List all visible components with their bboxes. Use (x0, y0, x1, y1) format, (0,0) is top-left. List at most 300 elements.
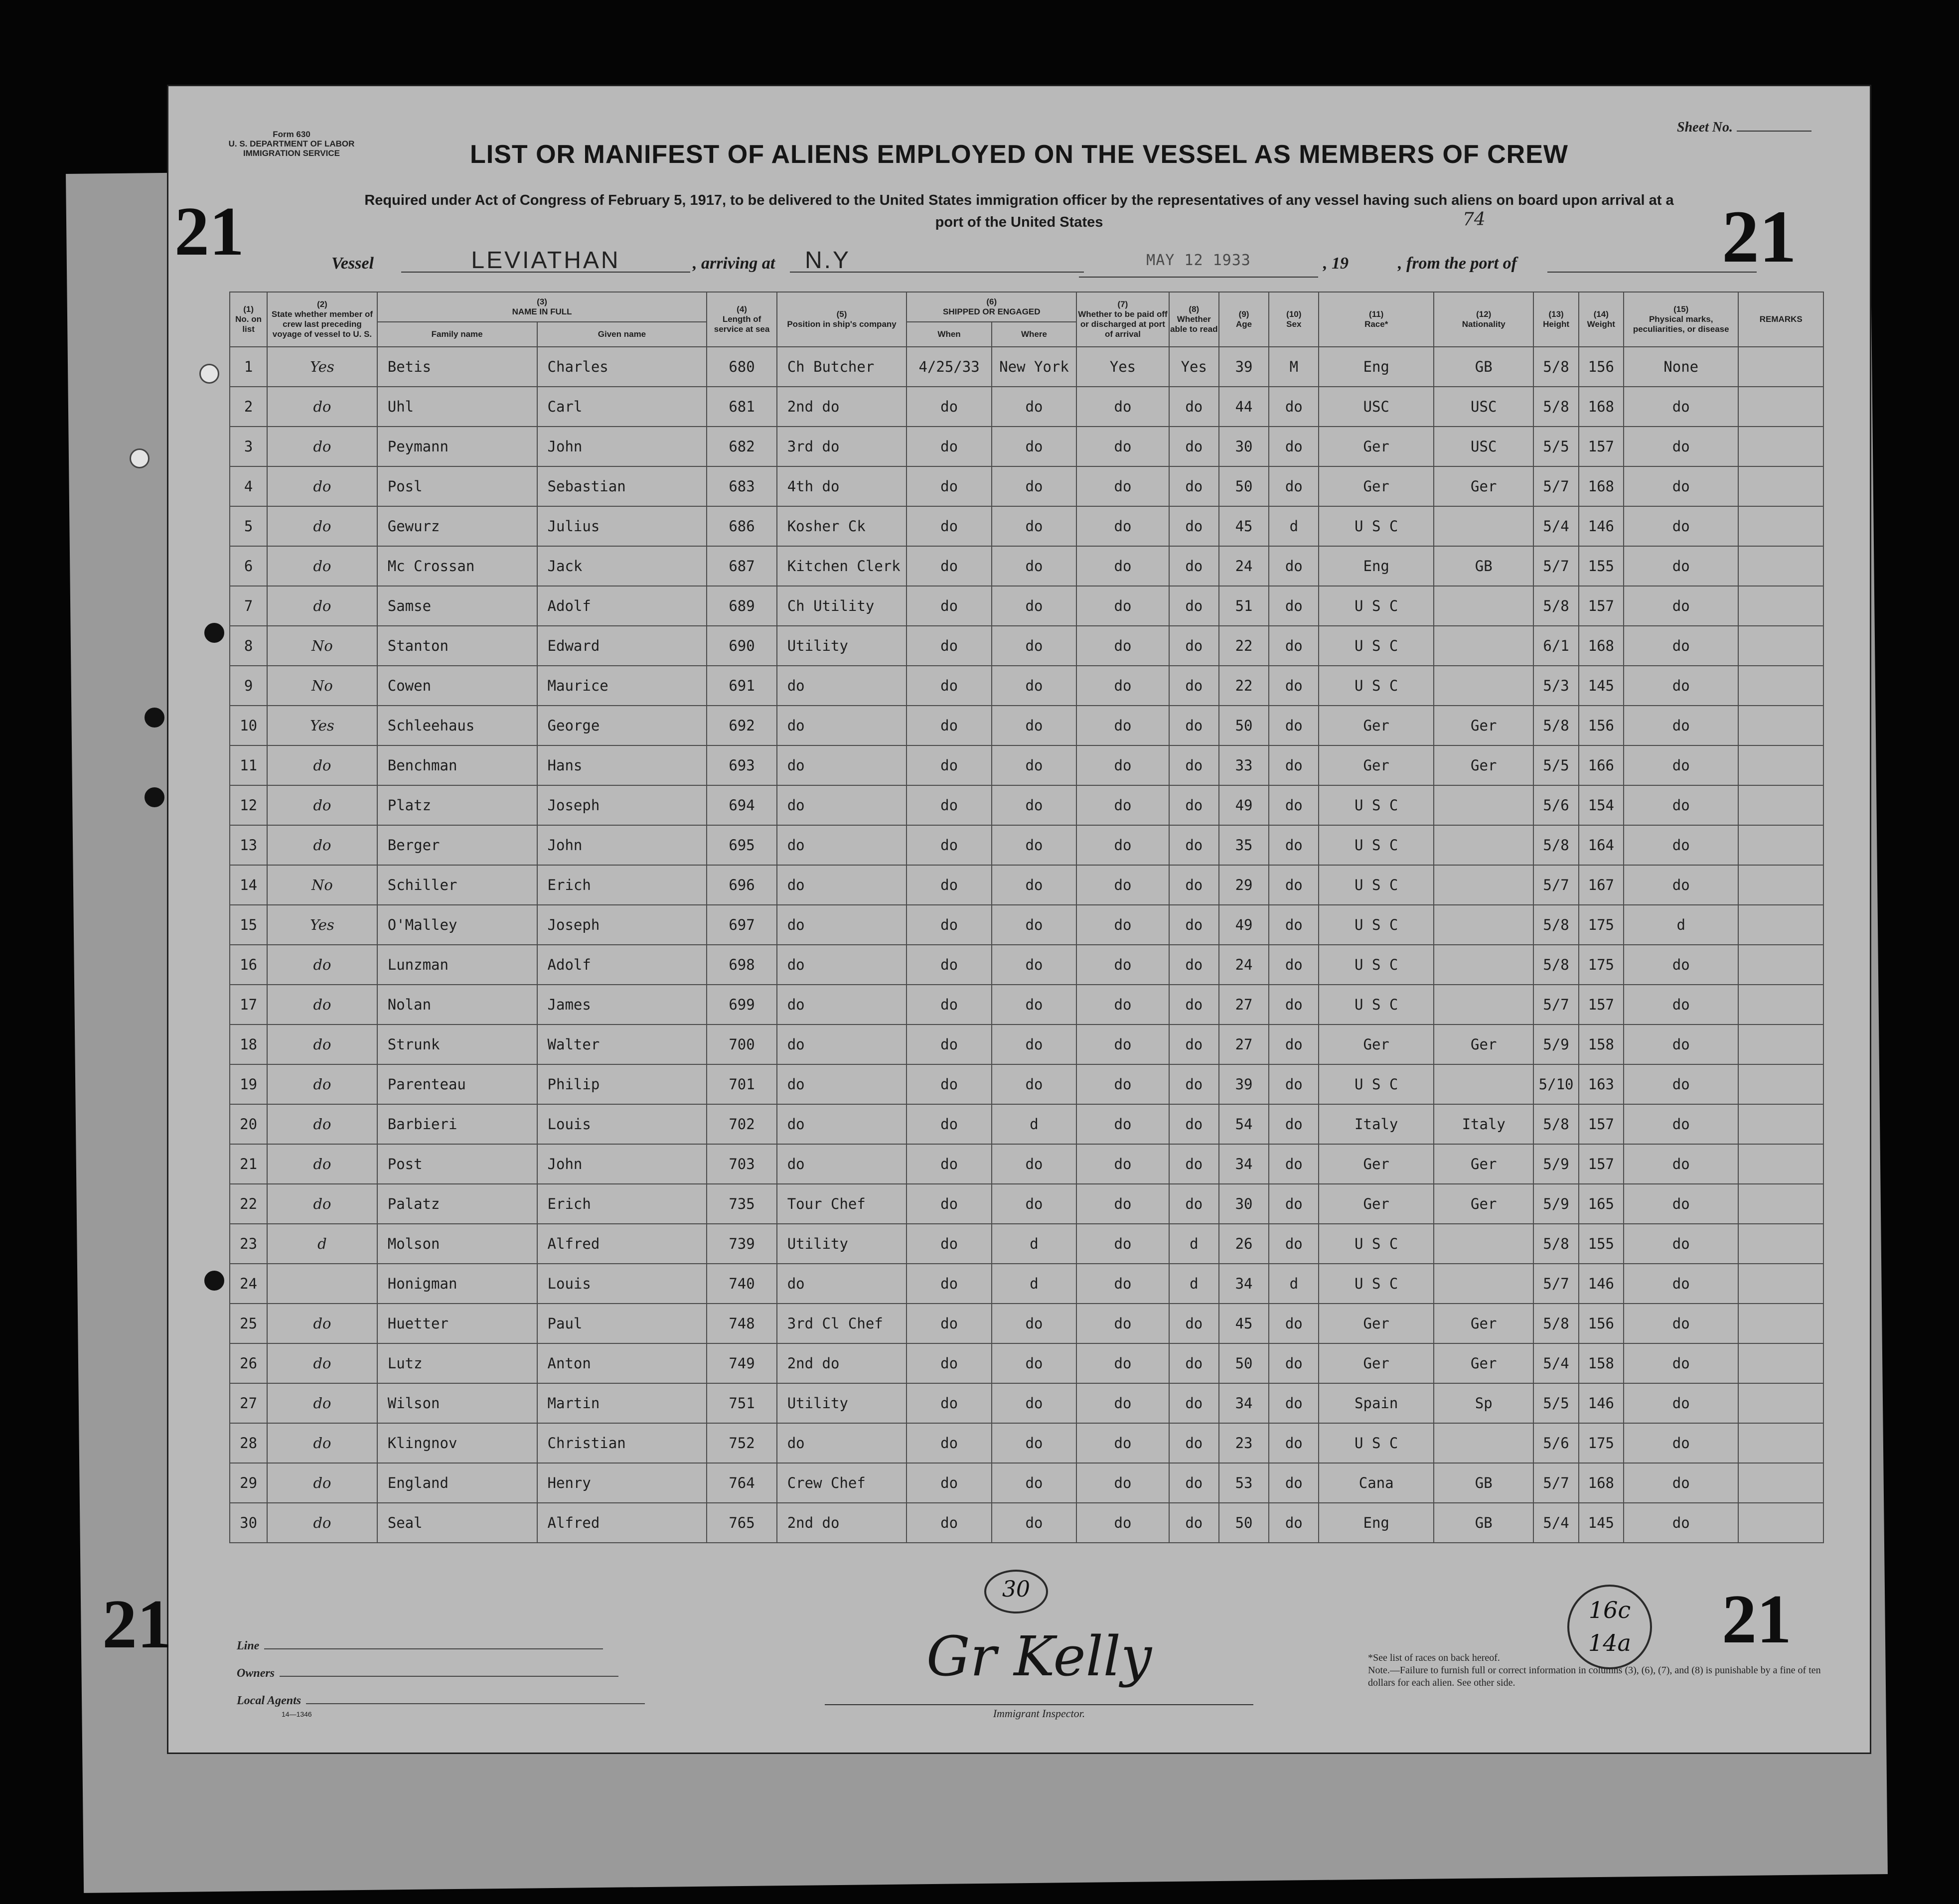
page-title: LIST OR MANIFEST OF ALIENS EMPLOYED ON THE VESSEL AS MEMBERS OF CREW (470, 140, 1568, 169)
paid-off-cell: do (1076, 1304, 1169, 1343)
punch-hole (130, 448, 150, 468)
height-cell: 5/8 (1533, 1304, 1578, 1343)
able-to-read-cell: do (1169, 427, 1219, 466)
weight-cell: 146 (1579, 506, 1624, 546)
given-name-cell: Anton (537, 1343, 707, 1383)
service-length-cell: 694 (707, 785, 776, 825)
sex-cell: do (1269, 1025, 1319, 1064)
year-label: , 19 (1323, 254, 1349, 273)
shipped-when-cell: do (906, 1144, 991, 1184)
remarks-cell (1738, 1264, 1823, 1304)
shipped-when-cell: do (906, 785, 991, 825)
remarks-cell (1738, 1383, 1823, 1423)
family-name-cell: Molson (377, 1224, 537, 1264)
inspector-signature: Gr Kelly (926, 1624, 1152, 1688)
given-name-cell: Joseph (537, 905, 707, 945)
remarks-cell (1738, 825, 1823, 865)
nationality-cell: Ger (1434, 1184, 1534, 1224)
shipped-when-cell: do (906, 427, 991, 466)
physical-marks-cell: None (1624, 347, 1739, 387)
physical-marks-cell: do (1624, 1343, 1739, 1383)
sex-cell: do (1269, 1104, 1319, 1144)
sex-cell: do (1269, 466, 1319, 506)
paid-off-cell: do (1076, 865, 1169, 905)
position-cell: Utility (777, 1383, 907, 1423)
sex-cell: do (1269, 1184, 1319, 1224)
remarks-cell (1738, 666, 1823, 706)
shipped-when-cell: do (906, 745, 991, 785)
sex-cell: do (1269, 1064, 1319, 1104)
family-name-cell: Samse (377, 586, 537, 626)
physical-marks-cell: do (1624, 506, 1739, 546)
row-number-cell: 14 (230, 865, 267, 905)
remarks-cell (1738, 586, 1823, 626)
given-name-cell: Louis (537, 1264, 707, 1304)
shipped-where-cell: do (992, 785, 1076, 825)
age-cell: 45 (1219, 506, 1269, 546)
age-cell: 51 (1219, 586, 1269, 626)
age-cell: 22 (1219, 666, 1269, 706)
age-cell: 27 (1219, 985, 1269, 1025)
vessel-line (167, 244, 1871, 279)
physical-marks-cell: do (1624, 1184, 1739, 1224)
service-length-cell: 687 (707, 546, 776, 586)
given-name-cell: John (537, 427, 707, 466)
row-number-cell: 19 (230, 1064, 267, 1104)
given-name-cell: George (537, 706, 707, 745)
sex-cell: do (1269, 387, 1319, 427)
sex-cell: do (1269, 945, 1319, 985)
shipped-when-cell: do (906, 1423, 991, 1463)
nationality-cell (1434, 506, 1534, 546)
able-to-read-cell: d (1169, 1264, 1219, 1304)
race-cell: Ger (1319, 706, 1434, 745)
sheet-number-blank (1737, 131, 1811, 132)
table-row (230, 985, 1823, 1025)
nationality-cell: GB (1434, 546, 1534, 586)
given-name-cell: Hans (537, 745, 707, 785)
family-name-cell: Gewurz (377, 506, 537, 546)
height-cell: 5/8 (1533, 586, 1578, 626)
nationality-cell (1434, 1224, 1534, 1264)
page-number: 74 (1463, 209, 1486, 230)
given-name-cell: Maurice (537, 666, 707, 706)
shipped-when-cell: do (906, 546, 991, 586)
able-to-read-cell: do (1169, 506, 1219, 546)
col-header-service: (4) Length of service at sea (707, 292, 776, 347)
sex-cell: do (1269, 1304, 1319, 1343)
sex-cell: do (1269, 546, 1319, 586)
physical-marks-cell: do (1624, 466, 1739, 506)
service-length-cell: 740 (707, 1264, 776, 1304)
row-number-cell: 17 (230, 985, 267, 1025)
age-cell: 22 (1219, 626, 1269, 666)
given-name-cell: John (537, 1144, 707, 1184)
service-length-cell: 681 (707, 387, 776, 427)
nationality-cell: USC (1434, 387, 1534, 427)
height-cell: 5/8 (1533, 706, 1578, 745)
age-cell: 24 (1219, 945, 1269, 985)
given-name-cell: Erich (537, 865, 707, 905)
given-name-cell: Julius (537, 506, 707, 546)
prev-voyage-cell: No (267, 865, 377, 905)
race-cell: Spain (1319, 1383, 1434, 1423)
given-name-cell: Alfred (537, 1224, 707, 1264)
table-row (230, 1383, 1823, 1423)
paid-off-cell: do (1076, 466, 1169, 506)
shipped-where-cell: do (992, 466, 1076, 506)
sex-cell: do (1269, 1224, 1319, 1264)
given-name-cell: Edward (537, 626, 707, 666)
able-to-read-cell: do (1169, 466, 1219, 506)
prev-voyage-cell: Yes (267, 347, 377, 387)
physical-marks-cell: do (1624, 865, 1739, 905)
sheet-number-big-bottom-left: 21 (102, 1586, 172, 1663)
family-name-cell: Post (377, 1144, 537, 1184)
able-to-read-cell: do (1169, 1064, 1219, 1104)
shipped-when-cell: do (906, 506, 991, 546)
given-name-cell: Paul (537, 1304, 707, 1343)
remarks-cell (1738, 706, 1823, 745)
shipped-when-cell: do (906, 825, 991, 865)
able-to-read-cell: do (1169, 1184, 1219, 1224)
remarks-cell (1738, 745, 1823, 785)
position-cell: do (777, 1423, 907, 1463)
subtitle (252, 189, 1787, 233)
row-number-cell: 24 (230, 1264, 267, 1304)
prev-voyage-cell: do (267, 1383, 377, 1423)
given-name-cell: Adolf (537, 586, 707, 626)
row-number-cell: 28 (230, 1423, 267, 1463)
height-cell: 5/8 (1533, 945, 1578, 985)
sex-cell: do (1269, 1503, 1319, 1543)
sheet-number-big-right: 21 (1722, 195, 1797, 278)
prev-voyage-cell: do (267, 985, 377, 1025)
shipped-where-cell: d (992, 1104, 1076, 1144)
row-number-cell: 13 (230, 825, 267, 865)
race-cell: Eng (1319, 1503, 1434, 1543)
physical-marks-cell: do (1624, 1264, 1739, 1304)
weight-cell: 158 (1579, 1343, 1624, 1383)
table-row (230, 945, 1823, 985)
sheet-number (1677, 120, 1811, 136)
vessel-name-field: LEVIATHAN (401, 247, 690, 273)
prev-voyage-cell: do (267, 1025, 377, 1064)
age-cell: 27 (1219, 1025, 1269, 1064)
table-row (230, 1064, 1823, 1104)
race-cell: Ger (1319, 1304, 1434, 1343)
family-name-cell: Mc Crossan (377, 546, 537, 586)
sex-cell: do (1269, 586, 1319, 626)
height-cell: 5/5 (1533, 427, 1578, 466)
given-name-cell: Louis (537, 1104, 707, 1144)
sex-cell: do (1269, 427, 1319, 466)
nationality-cell (1434, 945, 1534, 985)
able-to-read-cell: do (1169, 1343, 1219, 1383)
age-cell: 35 (1219, 825, 1269, 865)
physical-marks-cell: do (1624, 1304, 1739, 1343)
shipped-when-cell: do (906, 666, 991, 706)
paid-off-cell: do (1076, 506, 1169, 546)
service-length-cell: 698 (707, 945, 776, 985)
table-row (230, 1184, 1823, 1224)
shipped-where-cell: do (992, 666, 1076, 706)
nationality-cell: GB (1434, 347, 1534, 387)
shipped-where-cell: New York (992, 347, 1076, 387)
row-number-cell: 15 (230, 905, 267, 945)
col-header-remarks: REMARKS (1738, 292, 1823, 347)
able-to-read-cell: do (1169, 825, 1219, 865)
paid-off-cell: do (1076, 1423, 1169, 1463)
paid-off-cell: do (1076, 785, 1169, 825)
row-number-cell: 20 (230, 1104, 267, 1144)
service-length-cell: 693 (707, 745, 776, 785)
row-number-cell: 25 (230, 1304, 267, 1343)
service-length-cell: 735 (707, 1184, 776, 1224)
able-to-read-cell: do (1169, 586, 1219, 626)
remarks-cell (1738, 506, 1823, 546)
age-cell: 29 (1219, 865, 1269, 905)
weight-cell: 156 (1579, 1304, 1624, 1343)
race-cell: U S C (1319, 985, 1434, 1025)
height-cell: 5/8 (1533, 387, 1578, 427)
sheet-number-big-bottom-right: 21 (1722, 1581, 1792, 1658)
row-number-cell: 22 (230, 1184, 267, 1224)
table-row (230, 905, 1823, 945)
service-length-cell: 703 (707, 1144, 776, 1184)
nationality-cell (1434, 825, 1534, 865)
physical-marks-cell: do (1624, 825, 1739, 865)
col-header-sex: (10) Sex (1269, 292, 1319, 347)
sex-cell: do (1269, 985, 1319, 1025)
owners-field: Owners (237, 1667, 618, 1680)
physical-marks-cell: do (1624, 387, 1739, 427)
remarks-cell (1738, 905, 1823, 945)
race-cell: Eng (1319, 347, 1434, 387)
remarks-cell (1738, 945, 1823, 985)
punch-hole (145, 708, 164, 728)
age-cell: 26 (1219, 1224, 1269, 1264)
paid-off-cell: do (1076, 985, 1169, 1025)
family-name-cell: Stanton (377, 626, 537, 666)
family-name-cell: Betis (377, 347, 537, 387)
shipped-where-cell: do (992, 745, 1076, 785)
row-number-cell: 1 (230, 347, 267, 387)
position-cell: Kosher Ck (777, 506, 907, 546)
able-to-read-cell: do (1169, 387, 1219, 427)
weight-cell: 168 (1579, 1463, 1624, 1503)
handwritten-circle-note: 16c 14a (1567, 1585, 1652, 1669)
position-cell: do (777, 1064, 907, 1104)
service-length-cell: 701 (707, 1064, 776, 1104)
paid-off-cell: Yes (1076, 347, 1169, 387)
remarks-cell (1738, 1423, 1823, 1463)
paid-off-cell: do (1076, 1184, 1169, 1224)
col-header-family-name: Family name (377, 322, 537, 347)
row-number-cell: 29 (230, 1463, 267, 1503)
height-cell: 5/7 (1533, 1463, 1578, 1503)
given-name-cell: Henry (537, 1463, 707, 1503)
height-cell: 5/8 (1533, 825, 1578, 865)
position-cell: Tour Chef (777, 1184, 907, 1224)
family-name-cell: Posl (377, 466, 537, 506)
table-row (230, 506, 1823, 546)
row-number-cell: 18 (230, 1025, 267, 1064)
position-cell: do (777, 1144, 907, 1184)
race-cell: U S C (1319, 1264, 1434, 1304)
weight-cell: 155 (1579, 1224, 1624, 1264)
height-cell: 5/5 (1533, 1383, 1578, 1423)
nationality-cell (1434, 905, 1534, 945)
shipped-where-cell: do (992, 865, 1076, 905)
table-row (230, 1025, 1823, 1064)
nationality-cell (1434, 586, 1534, 626)
weight-cell: 154 (1579, 785, 1624, 825)
race-cell: U S C (1319, 905, 1434, 945)
remarks-cell (1738, 466, 1823, 506)
family-name-cell: Palatz (377, 1184, 537, 1224)
weight-cell: 157 (1579, 985, 1624, 1025)
remarks-cell (1738, 785, 1823, 825)
position-cell: 4th do (777, 466, 907, 506)
family-name-cell: Strunk (377, 1025, 537, 1064)
position-cell: do (777, 1264, 907, 1304)
age-cell: 44 (1219, 387, 1269, 427)
weight-cell: 167 (1579, 865, 1624, 905)
position-cell: do (777, 666, 907, 706)
position-cell: Utility (777, 626, 907, 666)
nationality-cell: Italy (1434, 1104, 1534, 1144)
row-number-cell: 23 (230, 1224, 267, 1264)
weight-cell: 163 (1579, 1064, 1624, 1104)
shipped-where-cell: d (992, 1224, 1076, 1264)
col-header-age: (9) Age (1219, 292, 1269, 347)
shipped-where-cell: do (992, 706, 1076, 745)
table-row (230, 785, 1823, 825)
age-cell: 50 (1219, 706, 1269, 745)
height-cell: 5/7 (1533, 466, 1578, 506)
paid-off-cell: do (1076, 1383, 1169, 1423)
family-name-cell: Uhl (377, 387, 537, 427)
physical-marks-cell: do (1624, 1025, 1739, 1064)
shipped-where-cell: do (992, 387, 1076, 427)
paid-off-cell: do (1076, 1264, 1169, 1304)
able-to-read-cell: do (1169, 1104, 1219, 1144)
position-cell: 3rd do (777, 427, 907, 466)
crew-manifest-table (229, 292, 1824, 1543)
shipped-when-cell: do (906, 1025, 991, 1064)
prev-voyage-cell: d (267, 1224, 377, 1264)
age-cell: 30 (1219, 427, 1269, 466)
position-cell: 2nd do (777, 1503, 907, 1543)
local-agents-field: Local Agents (237, 1694, 645, 1708)
weight-cell: 157 (1579, 427, 1624, 466)
remarks-cell (1738, 1343, 1823, 1383)
table-row (230, 1264, 1823, 1304)
given-name-cell: Adolf (537, 945, 707, 985)
position-cell: 3rd Cl Chef (777, 1304, 907, 1343)
family-name-cell: Cowen (377, 666, 537, 706)
from-port-field (1547, 247, 1757, 273)
race-cell: Cana (1319, 1463, 1434, 1503)
row-number-cell: 2 (230, 387, 267, 427)
subtitle-line-2: port of the United States (935, 214, 1103, 230)
family-name-cell: Platz (377, 785, 537, 825)
height-cell: 5/9 (1533, 1144, 1578, 1184)
able-to-read-cell: do (1169, 985, 1219, 1025)
able-to-read-cell: do (1169, 905, 1219, 945)
shipped-when-cell: do (906, 1264, 991, 1304)
able-to-read-cell: do (1169, 1025, 1219, 1064)
age-cell: 39 (1219, 347, 1269, 387)
sex-cell: do (1269, 1423, 1319, 1463)
prev-voyage-cell (267, 1264, 377, 1304)
physical-marks-cell: do (1624, 1064, 1739, 1104)
service-length-cell: 764 (707, 1463, 776, 1503)
line-field: Line (237, 1639, 603, 1653)
table-row (230, 1463, 1823, 1503)
paid-off-cell: do (1076, 586, 1169, 626)
family-name-cell: England (377, 1463, 537, 1503)
given-name-cell: Jack (537, 546, 707, 586)
height-cell: 5/8 (1533, 905, 1578, 945)
from-port-label: , from the port of (1398, 254, 1517, 273)
paid-off-cell: do (1076, 1224, 1169, 1264)
footnotes (1368, 1652, 1826, 1689)
height-cell: 5/4 (1533, 1343, 1578, 1383)
weight-cell: 156 (1579, 347, 1624, 387)
race-cell: U S C (1319, 785, 1434, 825)
position-cell: Ch Utility (777, 586, 907, 626)
race-cell: U S C (1319, 1064, 1434, 1104)
physical-marks-cell: d (1624, 905, 1739, 945)
row-number-cell: 30 (230, 1503, 267, 1543)
given-name-cell: Carl (537, 387, 707, 427)
physical-marks-cell: do (1624, 706, 1739, 745)
shipped-where-cell: do (992, 586, 1076, 626)
weight-cell: 166 (1579, 745, 1624, 785)
able-to-read-cell: do (1169, 745, 1219, 785)
able-to-read-cell: do (1169, 1463, 1219, 1503)
able-to-read-cell: Yes (1169, 347, 1219, 387)
service-length-cell: 752 (707, 1423, 776, 1463)
row-number-cell: 27 (230, 1383, 267, 1423)
shipped-when-cell: 4/25/33 (906, 347, 991, 387)
weight-cell: 165 (1579, 1184, 1624, 1224)
able-to-read-cell: do (1169, 1383, 1219, 1423)
height-cell: 5/8 (1533, 1224, 1578, 1264)
shipped-when-cell: do (906, 985, 991, 1025)
position-cell: do (777, 865, 907, 905)
prev-voyage-cell: do (267, 1104, 377, 1144)
age-cell: 33 (1219, 745, 1269, 785)
weight-cell: 145 (1579, 1503, 1624, 1543)
shipped-where-cell: do (992, 626, 1076, 666)
able-to-read-cell: do (1169, 666, 1219, 706)
age-cell: 49 (1219, 785, 1269, 825)
paid-off-cell: do (1076, 1064, 1169, 1104)
sex-cell: do (1269, 1343, 1319, 1383)
race-cell: U S C (1319, 865, 1434, 905)
service-length-cell: 683 (707, 466, 776, 506)
shipped-where-cell: do (992, 1144, 1076, 1184)
prev-voyage-cell: do (267, 387, 377, 427)
remarks-cell (1738, 1224, 1823, 1264)
nationality-cell (1434, 1423, 1534, 1463)
nationality-cell (1434, 1264, 1534, 1304)
table-row (230, 825, 1823, 865)
race-cell: Ger (1319, 1343, 1434, 1383)
